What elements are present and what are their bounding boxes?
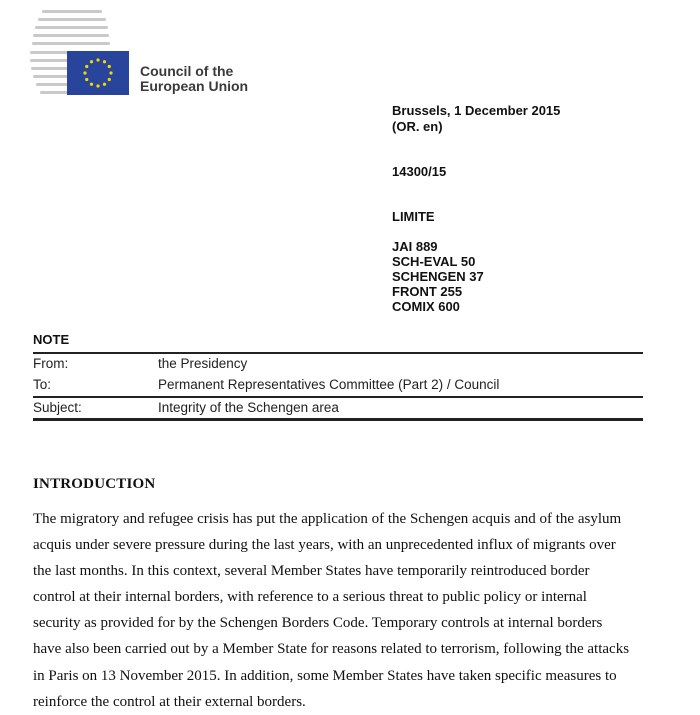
paragraph-line: acquis under severe pressure during the last years, with an unprecedented influx of migrants over xyxy=(33,537,616,554)
paragraph-line: security as provided for by the Schengen Borders Code. Temporary controls at internal borders xyxy=(33,615,603,632)
to-label: To: xyxy=(33,377,52,392)
divider-middle xyxy=(33,396,643,398)
paragraph-line: reinforce the control at their external borders. xyxy=(33,693,306,710)
organization-name-line1: Council of the xyxy=(140,63,234,79)
paragraph-line: the last months. In this context, several Member States have temporarily reintroduced border xyxy=(33,563,590,580)
subject-value: Integrity of the Schengen area xyxy=(158,400,339,415)
note-title: NOTE xyxy=(33,332,70,347)
code-comix: COMIX 600 xyxy=(392,299,460,314)
code-front: FRONT 255 xyxy=(392,284,463,299)
divider-top xyxy=(33,352,643,354)
classification: LIMITE xyxy=(392,209,435,224)
code-jai: JAI 889 xyxy=(392,239,438,254)
from-value: the Presidency xyxy=(158,356,248,371)
paragraph-line: control at their internal borders, with reference to a serious threat to public policy or internal xyxy=(33,589,587,606)
introduction-heading: INTRODUCTION xyxy=(33,476,156,492)
to-value: Permanent Representatives Committee (Part 2) / Council xyxy=(158,377,500,392)
eu-flag-icon xyxy=(67,51,129,95)
document-codes xyxy=(392,239,484,314)
paragraph-line: in Paris on 13 November 2015. In addition, some Member States have taken specific measures to xyxy=(33,667,617,684)
paragraph-line: have also been carried out by a Member State for reasons related to terrorism, following the attacks xyxy=(33,641,630,658)
paragraph-line: The migratory and refugee crisis has put the application of the Schengen acquis and of the asylum xyxy=(33,511,622,527)
document-number: 14300/15 xyxy=(392,164,447,179)
code-sch-eval: SCH-EVAL 50 xyxy=(392,254,476,269)
organization-name-line2: European Union xyxy=(140,78,249,94)
place-date: Brussels, 1 December 2015 xyxy=(392,103,561,118)
code-schengen: SCHENGEN 37 xyxy=(392,269,484,284)
organization-name xyxy=(140,64,248,94)
original-language: (OR. en) xyxy=(392,119,443,134)
from-label: From: xyxy=(33,356,69,371)
divider-bottom xyxy=(33,418,643,421)
subject-label: Subject: xyxy=(33,400,82,415)
introduction-paragraph xyxy=(33,506,653,715)
